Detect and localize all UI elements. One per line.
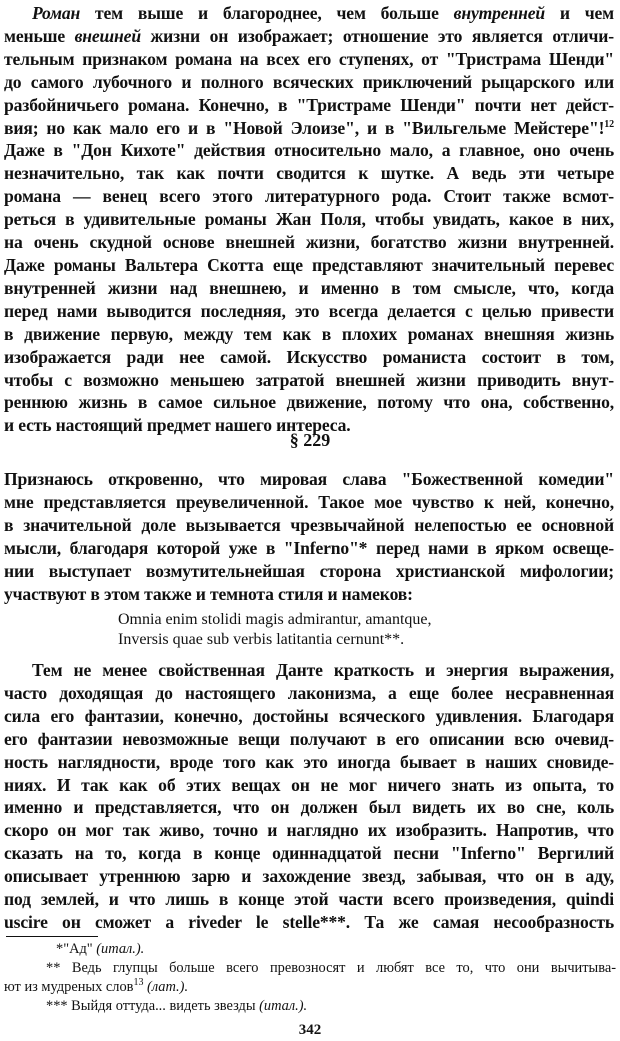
- italic-word: внутренней: [453, 3, 545, 23]
- text-line: до самого лубочного и полного всяческих приключений рыцарского или: [4, 71, 614, 92]
- footnote-text: *"Ад": [56, 941, 97, 957]
- text-line: незначительно, так как почти сводится к шутке. А ведь эти четыре: [4, 163, 614, 184]
- page-number: 342: [298, 1022, 322, 1038]
- footnote-divider: [6, 936, 98, 937]
- text-line: именно и представляется, что он должен был видеть их во сне, коль: [4, 797, 614, 818]
- text-line: под землей, и что лишь в конце этой части всего произведения, quindi: [4, 889, 614, 910]
- text-run: меньше: [4, 25, 75, 46]
- paragraph-dante-fantasy: [4, 659, 614, 934]
- footnote-lang: (лат.).: [143, 979, 189, 995]
- text-line: чтобы с возможно меньшею затратой внешней жизни приводить внут-: [4, 369, 614, 390]
- text-line: на очень скудной основе внешней жизни, богатство жизни внутренней.: [4, 232, 614, 253]
- text-line: [4, 25, 614, 48]
- text-line: мысли, благодаря которой уже в "Inferno"* перед нами в ярком освеще-: [4, 537, 614, 558]
- text-line: описывает утреннюю зарю и захождение звезд, забывая, что он в аду,: [4, 866, 614, 887]
- text-line: [4, 2, 614, 25]
- paragraph-dante-intro: [4, 468, 614, 605]
- footnote-text: *** Выйдя оттуда... видеть звезды: [46, 998, 260, 1014]
- text-line: сила его фантазии, конечно, достойны всяческого удивления. Благодаря: [4, 705, 614, 726]
- paragraph-novel: [4, 2, 614, 437]
- text-line: в значительной доле вызывается чрезвычайной нелепостью ее основной: [4, 514, 614, 535]
- text-line: uscire он сможет a riveder le stelle***. Та же самая несообразность: [4, 911, 614, 932]
- text-line: реннюю жизнь в самое сильное движение, потому что она, собственно,: [4, 392, 614, 413]
- text-run: вия; но как мало его и в "Новой Элоизе", и в "Вильгельме Мейстере"!: [4, 117, 605, 138]
- text-line: Тем не менее свойственная Данте краткость и энергия выражения,: [32, 660, 614, 680]
- text-line: ность наглядности, вроде того как это иногда бывает в наших сновиде-: [4, 751, 614, 772]
- text-line: изображается ради нее самой. Искусство романиста состоит в том,: [4, 346, 614, 367]
- italic-word: внешней: [74, 25, 141, 46]
- text-line: нии выступает возмутительнейшая сторона христианской мифологии;: [4, 560, 614, 581]
- text-line: часто доходящая до настоящего лаконизма, а еще более несравненная: [4, 682, 614, 703]
- text-line: Даже в "Дон Кихоте" действия относительно мало, а главное, оно очень: [4, 140, 614, 161]
- text-line: и есть настоящий предмет нашего интереса.: [4, 415, 351, 436]
- footnote-1: [4, 940, 616, 959]
- footnote-2: ** Ведь глупцы больше всего превозносят и любят все то, что они вычитыва-: [46, 960, 616, 976]
- quote-line: Inversis quae sub verbis latitantia cernunt**.: [118, 631, 405, 648]
- footnotes: [4, 940, 616, 1016]
- text-line: в движение первую, между тем как в плохих романах внешняя жизнь: [4, 323, 614, 344]
- quote-line: Omnia enim stolidi magis admirantur, amantque,: [118, 611, 432, 628]
- text-line: перед нами выводится последняя, это всегда делается с целью привести: [4, 300, 614, 321]
- text-line: участвуют в этом также и темнота стиля и намеков:: [4, 583, 413, 604]
- text-line: скоро он мог так живо, точно и наглядно их изобразить. Напротив, что: [4, 820, 614, 841]
- section-heading: § 229: [289, 430, 331, 450]
- footnote-lang: (итал.).: [96, 941, 145, 957]
- text-line: романа — венец всего этого литературного рода. Стоит также всмот-: [4, 186, 614, 207]
- text-line: Даже романы Вальтера Скотта еще представляют значительный перевес: [4, 254, 614, 275]
- footnote-2-continuation: [4, 978, 616, 997]
- text-line: ниях. И так как об этих вещах он не мог ничего знать из опыта, то: [4, 774, 614, 795]
- text-line: реться в удивительные романы Жан Поля, чтобы увидать, какое в них,: [4, 209, 614, 230]
- text-line: сказать на то, когда в конце одиннадцатой песни "Inferno" Вергилий: [4, 843, 614, 864]
- text-run: тем выше и благороднее, чем больше: [80, 3, 454, 23]
- footnote-lang: (итал.).: [259, 998, 308, 1014]
- footnote-text: ют из мудреных слов: [4, 979, 134, 995]
- text-line: Признаюсь откровенно, что мировая слава "Божественной комедии": [4, 469, 614, 489]
- text-line: разбойничьего романа. Конечно, в "Тристраме Шенди" почти нет дейст-: [4, 94, 614, 115]
- text-line: его фантазии невозможные вещи получают в его описании всю очевид-: [4, 728, 614, 749]
- latin-quote: [118, 610, 432, 650]
- text-line: мне представляется преувеличенной. Такое мое чувство к ней, конечно,: [4, 491, 614, 512]
- footnote-ref: 13: [133, 977, 144, 989]
- text-run: и чем: [544, 3, 614, 23]
- text-line: [4, 117, 614, 140]
- footnote-3: [4, 997, 616, 1016]
- text-line: тельным признаком романа на всех его ступенях, от "Тристрама Шенди": [4, 48, 614, 69]
- text-line: внутренней жизни над внешнею, и именно в том смысле, что, когда: [4, 277, 614, 298]
- italic-word: Роман: [32, 3, 81, 23]
- text-run: жизни он изображает; отношение это является отличи-: [140, 25, 614, 46]
- footnote-ref: 12: [604, 118, 614, 130]
